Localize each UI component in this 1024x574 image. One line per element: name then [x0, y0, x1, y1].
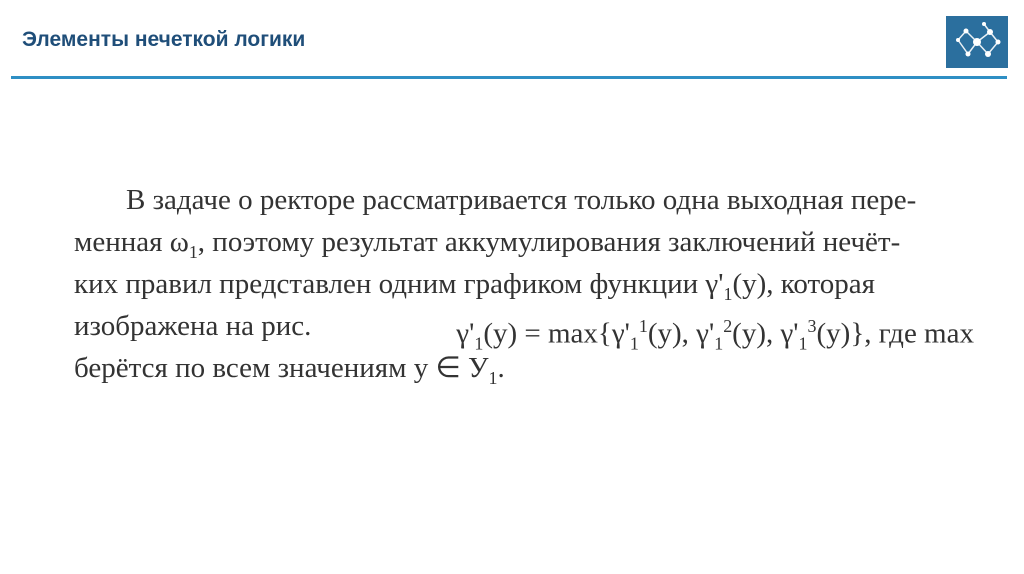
superscript: 3 [807, 316, 817, 336]
superscript: 1 [638, 316, 648, 336]
subscript: 1 [629, 333, 639, 354]
text-segment: берётся по всем значениям y ∈ У [74, 352, 489, 384]
text-line [74, 347, 974, 389]
text-segment: В задаче о ректоре рассматривается только одна выходная пере- [126, 184, 917, 216]
subscript: 1 [488, 367, 498, 388]
subscript: 1 [474, 333, 484, 354]
formula [456, 305, 974, 354]
subscript: 1 [798, 333, 808, 354]
text-line [74, 305, 974, 354]
body-paragraph [74, 179, 974, 389]
subscript: 1 [188, 241, 198, 262]
text-segment: ких правил представлен одним графиком функции γ' [74, 268, 724, 300]
text-line [74, 221, 974, 263]
text-segment: менная ω [74, 226, 189, 258]
text-segment: (y)}, где max [816, 317, 974, 350]
text-segment: (y), γ' [732, 317, 799, 350]
subscript: 1 [723, 283, 733, 304]
molecule-network-icon [946, 16, 1008, 68]
text-segment: . [497, 352, 505, 384]
text-segment: изображена на рис. [74, 310, 312, 342]
page-title: Элементы нечеткой логики [22, 28, 306, 51]
superscript: 2 [723, 316, 733, 336]
text-segment: (y), γ' [647, 317, 715, 350]
text-segment: γ' [456, 317, 475, 350]
subscript: 1 [714, 333, 724, 354]
header-divider [11, 76, 1007, 79]
text-line [74, 179, 974, 221]
text-segment: , поэтому результат аккумулирования заключений нечёт- [197, 226, 901, 258]
text-segment: (y) = max{γ' [483, 317, 630, 350]
text-segment: (y), которая [732, 268, 876, 300]
text-line [74, 263, 974, 305]
